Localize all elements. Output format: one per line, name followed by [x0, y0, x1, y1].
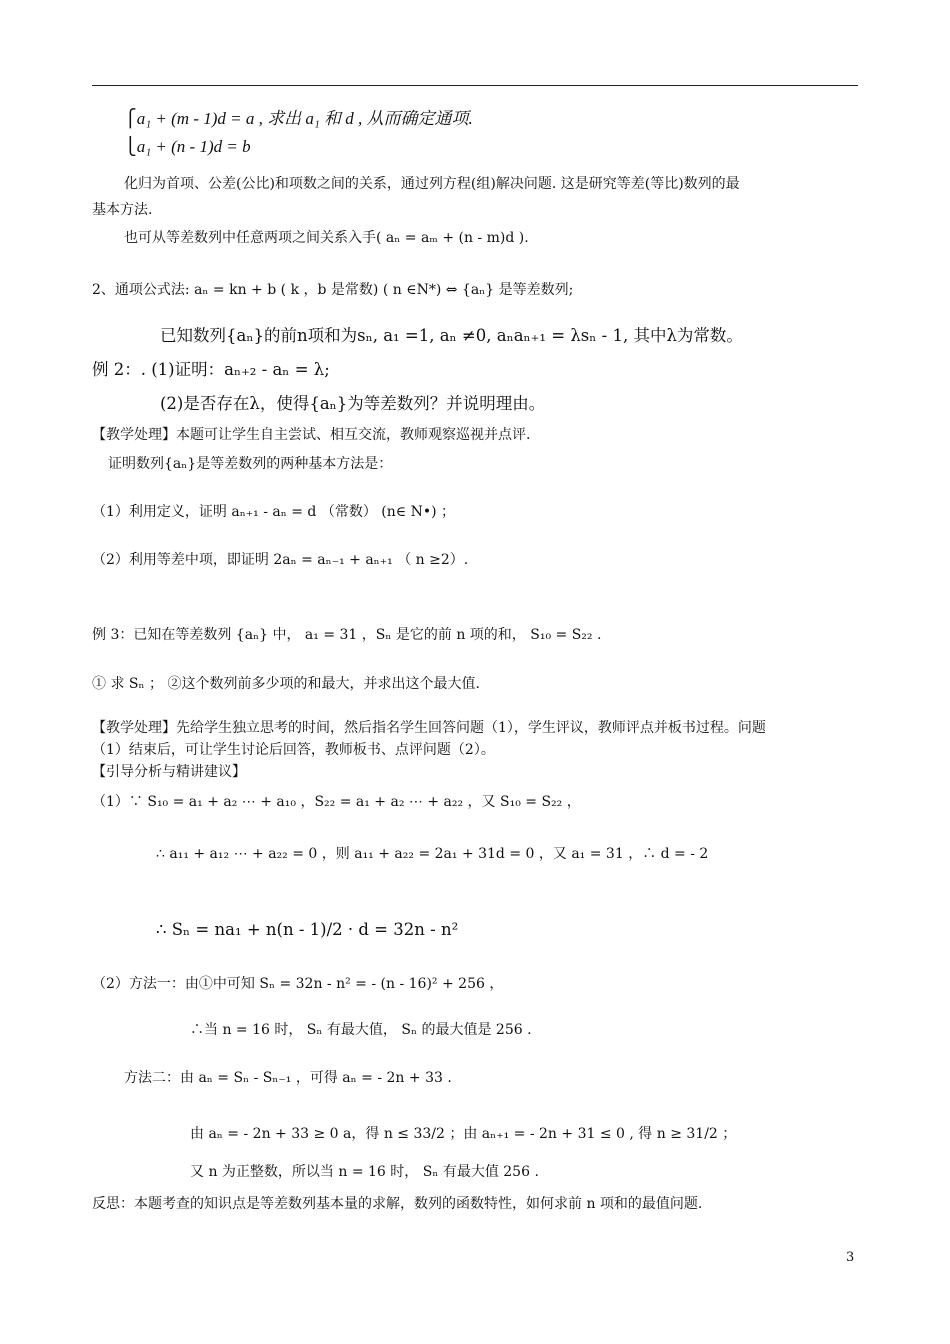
reflection-line: 反思：本题考查的知识点是等差数列基本量的求解，数列的函数特性，如何求前 n 项和的最值问题.	[92, 1196, 703, 1212]
equation-system-line-2: ⎩a₁ + (n - 1)d = b	[124, 137, 251, 156]
solution-line: 又 n 为正整数，所以当 n = 16 时， Sₙ 有最大值 256 .	[190, 1164, 539, 1180]
example-3-statement: 例 3：已知在等差数列 {aₙ} 中， a₁ = 31 ，Sₙ 是它的前 n 项的和， S₁₀ = S₂₂ .	[92, 627, 602, 643]
general-term-method: 2、通项公式法: aₙ = kn + b ( k ，b 是常数) ( n ∈N*) ⇔ {aₙ} 是等差数列;	[92, 282, 574, 298]
method-1-line: （1）利用定义，证明 aₙ₊₁ - aₙ = d （常数） (n∈ N•) ；	[92, 504, 456, 520]
solution-line: ∴ a₁₁ + a₁₂ ⋯ + a₂₂ = 0 ，则 a₁₁ + a₂₂ = 2a₁ + 31d = 0 ，又 a₁ = 31 ，∴ d = - 2	[156, 846, 709, 862]
example-3-questions: ① 求 Sₙ ； ②这个数列前多少项的和最大，并求出这个最大值.	[92, 676, 480, 692]
solution-line: （1）∵ S₁₀ = a₁ + a₂ ⋯ + a₁₀ ，S₂₂ = a₁ + a₂ ⋯ + a₂₂ ，又 S₁₀ = S₂₂ ，	[92, 794, 581, 810]
section-heading: 【引导分析与精讲建议】	[92, 764, 246, 780]
solution-line: ∴当 n = 16 时， Sₙ 有最大值， Sₙ 的最大值是 256 .	[190, 1022, 532, 1038]
paragraph-line: 化归为首项、公差(公比)和项数之间的关系，通过列方程(组)解决问题. 这是研究等差(等比)数列的最	[124, 176, 740, 192]
solution-line: ∴ Sₙ = na₁ + n(n - 1)/2 · d = 32n - n²	[156, 920, 459, 939]
teaching-note: （1）结束后，可让学生讨论后回答，教师板书、点评问题（2）。	[92, 742, 495, 758]
paragraph-line: 证明数列{aₙ}是等差数列的两种基本方法是：	[108, 456, 393, 472]
teaching-note: 【教学处理】先给学生独立思考的时间，然后指名学生回答问题（1），学生评议，教师评点并板书过程。问题	[92, 720, 766, 736]
page-number: 3	[846, 1250, 855, 1265]
example-2-part-2: (2)是否存在λ，使得{aₙ}为等差数列？并说明理由。	[160, 394, 546, 413]
solution-line: 由 aₙ = - 2n + 33 ≥ 0 a，得 n ≤ 33/2 ；由 aₙ₊₁ = - 2n + 31 ≤ 0 , 得 n ≥ 31/2 ；	[190, 1126, 737, 1142]
example-2-part-1: 例 2：. (1)证明：aₙ₊₂ - aₙ = λ;	[92, 360, 330, 379]
paragraph-line: 也可从等差数列中任意两项之间关系入手( aₙ = aₘ + (n - m)d ).	[124, 230, 529, 246]
solution-line: （2）方法一：由①中可知 Sₙ = 32n - n² = - (n - 16)² + 256 ，	[92, 976, 504, 992]
header-rule	[92, 85, 858, 86]
equation-system-line-1: ⎧a₁ + (m - 1)d = a , 求出 a₁ 和 d , 从而确定通项.	[124, 109, 473, 128]
example-2-condition: 已知数列{aₙ}的前n项和为sₙ, a₁ =1, aₙ ≠0, aₙaₙ₊₁ = λsₙ - 1, 其中λ为常数。	[160, 326, 743, 345]
solution-line: 方法二：由 aₙ = Sₙ - Sₙ₋₁ ，可得 aₙ = - 2n + 33 .	[124, 1070, 452, 1086]
method-2-line: （2）利用等差中项，即证明 2aₙ = aₙ₋₁ + aₙ₊₁ （ n ≥2）.	[92, 552, 469, 568]
teaching-note: 【教学处理】本题可让学生自主尝试、相互交流，教师观察巡视并点评.	[92, 427, 531, 443]
paragraph-line: 基本方法.	[92, 202, 153, 218]
